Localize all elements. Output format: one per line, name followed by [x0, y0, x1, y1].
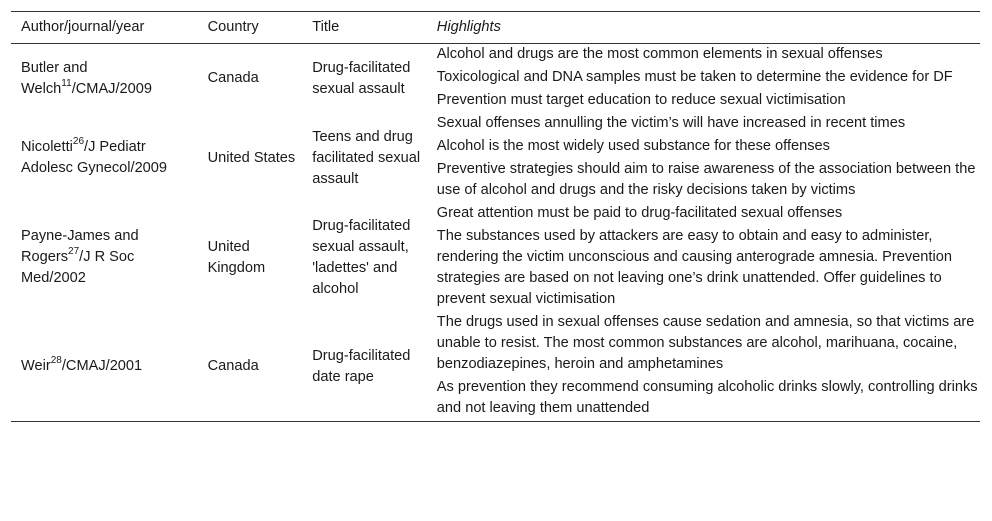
header-row [11, 12, 980, 44]
cell-highlights [427, 203, 980, 312]
cell-title: Teens and drug facilitated sexual assault [312, 128, 421, 187]
highlight-item: Alcohol is the most widely used substance for these offenses [436, 138, 830, 154]
cell-highlights [427, 44, 980, 114]
table-container [11, 11, 980, 422]
cell-author [11, 44, 198, 114]
header-title: Title [302, 12, 427, 44]
header-country: Country [198, 12, 303, 44]
cell-highlights [427, 312, 980, 422]
author-name: Nicoletti [21, 139, 73, 155]
cell-highlights [427, 113, 980, 203]
author-journal-year: /CMAJ/2009 [71, 80, 152, 97]
cell-title: Drug-facilitated sexual assault [312, 59, 411, 97]
table-row [11, 203, 980, 312]
table-row [11, 113, 980, 203]
cell-country: United Kingdom [207, 238, 266, 276]
author-journal-year: /CMAJ/2001 [61, 358, 143, 374]
cell-author [11, 203, 198, 312]
reference-number: 26 [72, 136, 85, 148]
highlight-item: Great attention must be paid to drug-facilitated sexual offenses [436, 205, 843, 221]
highlight-item: Toxicological and DNA samples must be taken to determine the evidence for DF [436, 69, 953, 85]
highlight-item: The drugs used in sexual offenses cause sedation and amnesia, so that victims are unable to resist. The most common substances are alcohol, marihuana, cocaine, benzodiazepines, heroin and amphetamines [436, 314, 975, 372]
highlight-item: As prevention they recommend consuming alcoholic drinks slowly, controlling drinks and not leaving them unattended [436, 379, 978, 416]
cell-country: Canada [207, 70, 259, 86]
reference-number: 11 [61, 77, 72, 89]
highlight-item: Alcohol and drugs are the most common elements in sexual offenses [436, 46, 883, 62]
cell-title: Drug-facilitated sexual assault, 'ladettes' and alcohol [312, 217, 411, 297]
header-highlights: Highlights [427, 12, 980, 44]
reference-number: 28 [50, 355, 62, 367]
author-journal-year: /J R Soc Med/2002 [21, 249, 135, 286]
author-name: Weir [21, 358, 51, 374]
highlight-item: Sexual offenses annulling the victim’s will have increased in recent times [436, 115, 906, 131]
literature-table [11, 11, 980, 422]
reference-number: 27 [68, 246, 80, 258]
highlight-item: Prevention must target education to reduce sexual victimisation [436, 92, 846, 108]
author-journal-year: /J Pediatr Adolesc Gynecol/2009 [21, 139, 168, 176]
author-name: Payne-James and Rogers [21, 228, 139, 265]
cell-country: Canada [198, 312, 303, 422]
cell-author [11, 312, 198, 422]
highlight-item: The substances used by attackers are easy to obtain and easy to administer, rendering the victim unconscious and causing anterograde amnesia. Prevention strategies are based on not leaving one’s drink unattended. Offer guidelines to prevent sexual victimisation [436, 228, 952, 307]
highlight-item: Preventive strategies should aim to raise awareness of the association between the use of alcohol and drugs and the risky decisions taken by victims [436, 161, 976, 198]
author-name: Butler and Welch [21, 59, 88, 97]
cell-country: United States [207, 149, 296, 166]
header-author: Author/journal/year [11, 12, 198, 44]
table-row [11, 44, 980, 114]
cell-title: Drug-facilitated date rape [302, 312, 427, 422]
table-row [11, 312, 980, 422]
cell-author [11, 113, 198, 203]
